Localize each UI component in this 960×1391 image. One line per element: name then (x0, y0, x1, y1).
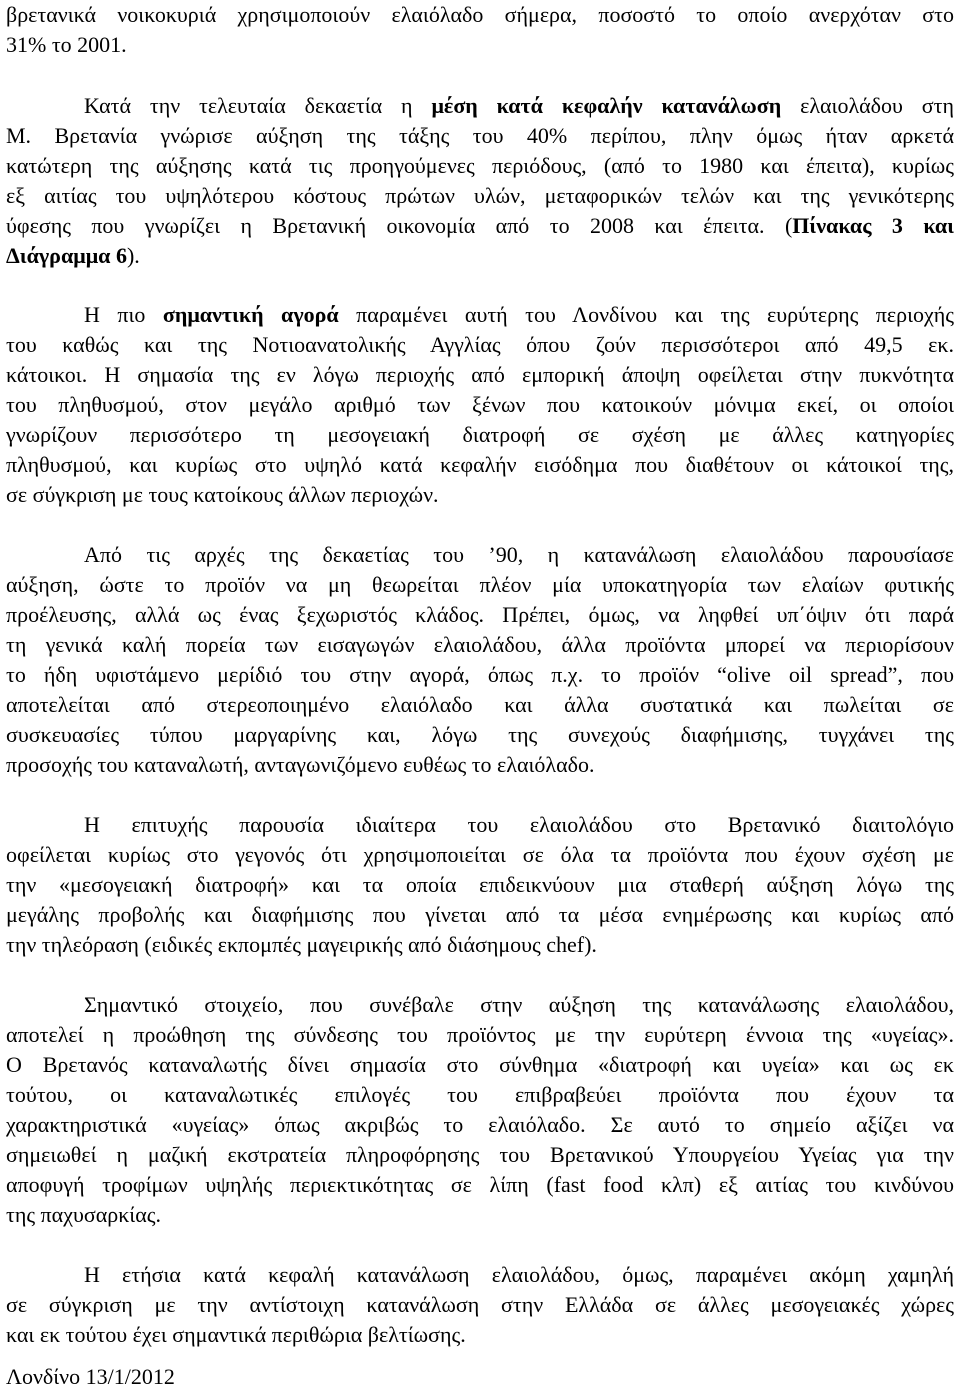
text-line: Μ. Βρετανία γνώρισε αύξηση της τάξης του 40% περίπου, πλην όμως ήταν αρκετά (6, 123, 954, 148)
text-line: μεγάλης προβολής και διαφήμισης που γίνεται από τα μέσα ενημέρωσης και κυρίως από (6, 902, 954, 927)
text-line: σε σύγκριση με την αντίστοιχη κατανάλωση στην Ελλάδα σε άλλες μεσογειακές χώρες (6, 1292, 954, 1317)
text-line: Η επιτυχής παρουσία ιδιαίτερα του ελαιολάδου στο Βρετανικό διαιτολόγιο (84, 812, 954, 837)
text-line: τούτου, οι καταναλωτικές επιλογές του επιβραβεύει προϊόντα που έχουν τα (6, 1082, 954, 1107)
text-line: κάτοικοι. Η σημασία της εν λόγω περιοχής από εμπορική άποψη οφείλεται στην πυκνότητα (6, 362, 954, 387)
text-line: αποτελείται από στερεοποιημένο ελαιόλαδο και άλλα συστατικά και πωλείται σε (6, 692, 954, 717)
text-line: Ο Βρετανός καταναλωτής δίνει σημασία στο σύνθημα «διατροφή και υγεία» και ως εκ (6, 1052, 954, 1077)
text-line: συσκευασίες τύπου μαργαρίνης και, λόγω της συνεχούς διαφήμισης, τυγχάνει της (6, 722, 954, 747)
text-line: οφείλεται κυρίως στο γεγονός ότι χρησιμοποιείται σε όλα τα προϊόντα που έχουν σχέση με (6, 842, 954, 867)
text-line: Η πιο σημαντική αγορά παραμένει αυτή του Λονδίνου και της ευρύτερης περιοχής (84, 302, 954, 327)
text-line: εξ αιτίας του υψηλότερου κόστους πρώτων υλών, μεταφορικών τελών και της γενικότερης (6, 183, 954, 208)
table-reference: Πίνακας 3 και (792, 213, 954, 238)
bold-phrase: σημαντική αγορά (162, 302, 339, 327)
text-line: γνωρίζουν περισσότερο τη μεσογειακή διατροφή σε σχέση με άλλες κατηγορίες (6, 422, 954, 447)
text-line: την «μεσογειακή διατροφή» και τα οποία επιδεικνύουν μια σταθερή αύξηση λόγω της (6, 872, 954, 897)
chart-reference: Διάγραμμα 6 (6, 243, 127, 268)
text-line: βρετανικά νοικοκυριά χρησιμοποιούν ελαιόλαδο σήμερα, ποσοστό το οποίο ανερχόταν στο (6, 2, 954, 27)
text-line: σε σύγκριση με τους κατοίκους άλλων περιοχών. (6, 482, 439, 507)
text-line: προέλευσης, αλλά ως ένας ξεχωριστός κλάδος. Πρέπει, όμως, να ληφθεί υπ΄όψιν ότι παρά (6, 602, 954, 627)
text-line: της παχυσαρκίας. (6, 1202, 161, 1227)
text-line: 31% το 2001. (6, 32, 127, 57)
text-line: κατώτερη της αύξησης κατά τις προηγούμενες περιόδους, (από το 1980 και έπειτα), κυρίως (6, 153, 954, 178)
bold-phrase: μέση κατά κεφαλήν κατανάλωση (431, 93, 782, 118)
text-line: τη γενικά καλή πορεία των εισαγωγών ελαιολάδου, άλλα προϊόντα μπορεί να περιορίσουν (6, 632, 954, 657)
text-line: την τηλεόραση (ειδικές εκπομπές μαγειρικής από διάσημους chef). (6, 932, 597, 957)
text-line: Κατά την τελευταία δεκαετία η μέση κατά κεφαλήν κατανάλωση ελαιολάδου στη (84, 93, 955, 118)
text-line: προσοχής του καταναλωτή, ανταγωνιζόμενο ευθέως το ελαιόλαδο. (6, 752, 595, 777)
text-line: Σημαντικό στοιχείο, που συνέβαλε στην αύξηση της κατανάλωσης ελαιολάδου, (84, 992, 954, 1017)
text-line: πληθυσμού, και κυρίως στο υψηλό κατά κεφαλήν εισόδημα που διαθέτουν οι κάτοικοί της, (6, 452, 954, 477)
text-line: του καθώς και της Νοτιοανατολικής Αγγλίας όπου ζούν περισσότεροι από 49,5 εκ. (6, 332, 954, 357)
footer-date: Λονδίνο 13/1/2012 (6, 1364, 175, 1389)
text-line: και εκ τούτου έχει σημαντικά περιθώρια βελτίωσης. (6, 1322, 466, 1347)
text-line: Η ετήσια κατά κεφαλή κατανάλωση ελαιολάδου, όμως, παραμένει ακόμη χαμηλή (84, 1262, 954, 1287)
text-line: Από τις αρχές της δεκαετίας του ’90, η κατανάλωση ελαιολάδου παρουσίασε (84, 542, 954, 567)
text-line: αποτελεί η προώθηση της σύνδεσης του προϊόντος με την ευρύτερη έννοια της «υγείας». (6, 1022, 954, 1047)
text-line: σημειωθεί η μαζική εκστρατεία πληροφόρησης του Βρετανικού Υπουργείου Υγείας για την (6, 1142, 954, 1167)
text-line: αύξηση, ώστε το προϊόν να μη θεωρείται πλέον μία υποκατηγορία των ελαίων φυτικής (6, 572, 954, 597)
text-line: αποφυγή τροφίμων υψηλής περιεκτικότητας σε λίπη (fast food κλπ) εξ αιτίας του κινδύνου (6, 1172, 954, 1197)
text-line: ύφεσης που γνωρίζει η Βρετανική οικονομία από το 2008 και έπειτα. (Πίνακας 3 και (6, 213, 954, 238)
text-line: του πληθυσμού, στον μεγάλο αριθμό των ξένων που κατοικούν μόνιμα εκεί, οι οποίοι (6, 392, 954, 417)
text-line: Διάγραμμα 6). (6, 243, 140, 268)
text-line: χαρακτηριστικά «υγείας» όπως ακριβώς το ελαιόλαδο. Σε αυτό το σημείο αξίζει να (6, 1112, 954, 1137)
text-line: το ήδη υφιστάμενο μερίδιό του στην αγορά, όπως π.χ. το προϊόν “olive oil spread”, που (6, 662, 954, 687)
